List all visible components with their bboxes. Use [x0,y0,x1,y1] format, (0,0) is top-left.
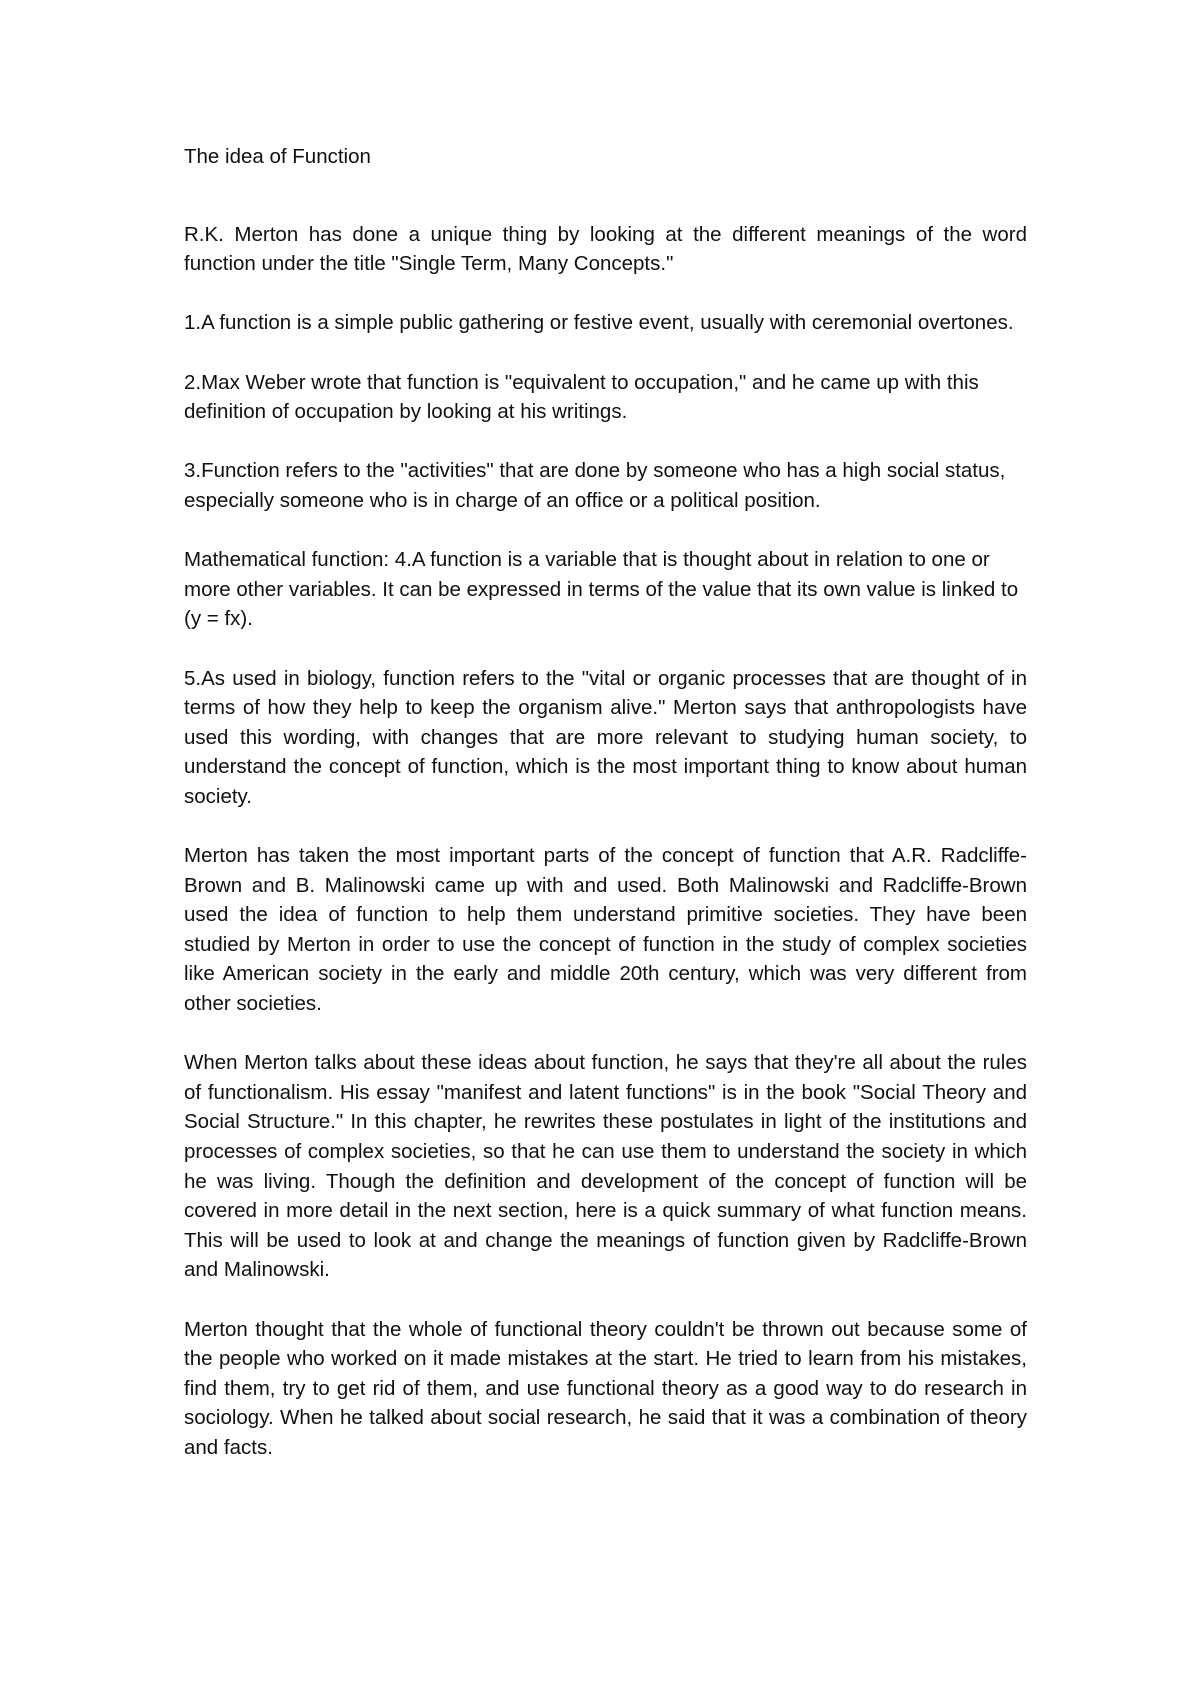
paragraph-functional-theory: Merton thought that the whole of functional theory couldn't be thrown out because some of the people who worked on it made mistakes at the start. He tried to learn from his mistakes, find them, try to get rid of them, and use functional theory as a good way to do research in sociology. When he talked about social research, he said that it was a combination of theory and facts. [184,1317,1027,1459]
paragraph-definition-1: 1.A function is a simple public gathering or festive event, usually with ceremonial overtones. [184,311,1014,335]
paragraph-intro: R.K. Merton has done a unique thing by looking at the different meanings of the word function under the title "Single Term, Many Concepts." [184,222,1027,276]
paragraph-definition-5: 5.As used in biology, function refers to the "vital or organic processes that are thought of in terms of how they help to keep the organism alive." Merton says that anthropologists have used this wording, with changes that are more relevant to studying human society, to understand the concept of function, which is the most important thing to know about human society. [184,666,1027,808]
document-body [184,142,1027,1492]
paragraph-definition-2: 2.Max Weber wrote that function is "equivalent to occupation," and he came up with this definition of occupation by looking at his writings. [184,370,979,424]
paragraph-radcliffe-malinowski: Merton has taken the most important parts of the concept of function that A.R. Radcliffe-Brown and B. Malinowski came up with and used. Both Malinowski and Radcliffe-Brown used the idea of function to help them understand primitive societies. They have been studied by Merton in order to use the concept of function in the study of complex societies like American society in the early and middle 20th century, which was very different from other societies. [184,844,1027,1016]
paragraph-functionalism-rules: When Merton talks about these ideas about function, he says that they're all about the rules of functionalism. His essay "manifest and latent functions" is in the book "Social Theory and Social Structure." In this chapter, he rewrites these postulates in light of the institutions and processes of complex societies, so that he can use them to understand the society in which he was living. Though the definition and development of the concept of function will be covered in more detail in the next section, here is a quick summary of what function means. This will be used to look at and change the meanings of function given by Radcliffe-Brown and Malinowski. [184,1051,1027,1282]
document-title: The idea of Function [184,145,371,168]
paragraph-definition-4: Mathematical function: 4.A function is a variable that is thought about in relation to one or more other variables. It can be expressed in terms of the value that its own value is linked to (y = fx). [184,548,1019,631]
paragraph-definition-3: 3.Function refers to the "activities" that are done by someone who has a high social status, especially someone who is in charge of an office or a political position. [184,459,1006,512]
